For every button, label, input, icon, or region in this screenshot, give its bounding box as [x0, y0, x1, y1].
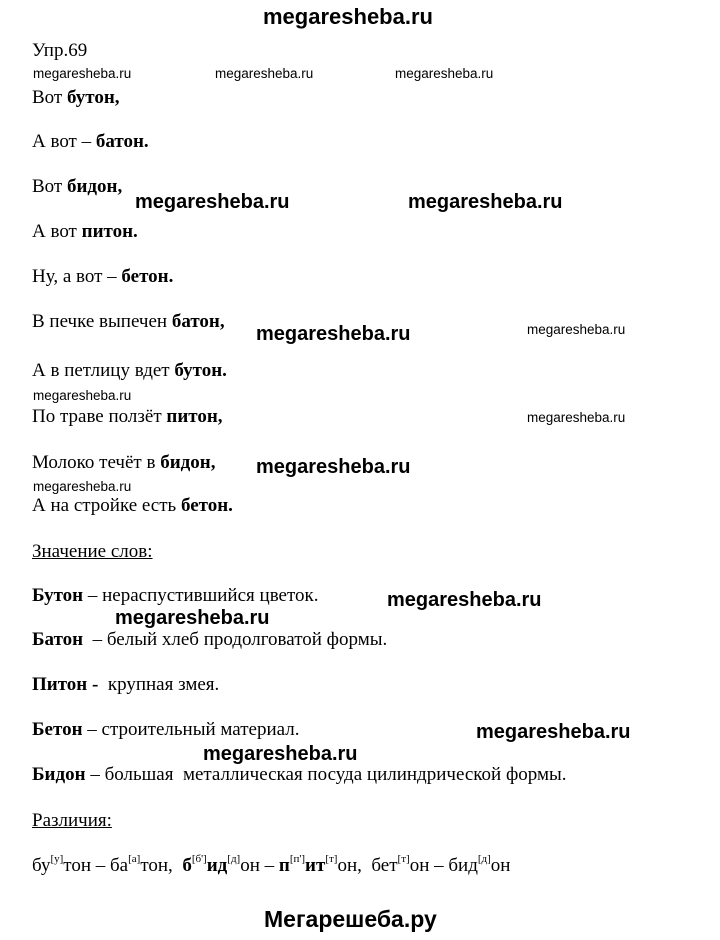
site-header: megaresheba.ru	[263, 4, 433, 29]
poem-keyword: бетон.	[180, 495, 233, 516]
diff-text: бет	[371, 855, 398, 876]
poem-line	[32, 266, 173, 288]
diff-text: он –	[240, 855, 279, 876]
poem-line	[32, 311, 225, 333]
diff-sound: [а]	[128, 853, 141, 865]
poem-keyword: питон.	[81, 221, 138, 242]
watermark-large: megaresheba.ru	[135, 191, 290, 213]
diff-letter: б	[182, 855, 192, 876]
poem-line	[32, 495, 233, 517]
poem-text: Вот	[32, 87, 67, 108]
meaning-word: Батон	[32, 629, 84, 650]
poem-text: По траве ползёт	[32, 406, 167, 427]
poem-line	[32, 87, 120, 109]
diff-sound: [т]	[397, 853, 410, 865]
diff-sound: [б']	[191, 853, 207, 865]
diff-text: бу	[32, 855, 51, 876]
meaning-definition: крупная змея.	[107, 674, 220, 695]
meaning-word: Питон -	[32, 674, 99, 695]
watermark-small: megaresheba.ru	[395, 66, 494, 81]
diff-sound: [д]	[227, 853, 241, 865]
diff-sound: [т]	[325, 853, 338, 865]
poem-line	[32, 452, 215, 474]
poem-keyword: бутон.	[174, 360, 227, 381]
watermark-large: megaresheba.ru	[387, 589, 542, 611]
site-footer: Мегарешеба.ру	[264, 906, 437, 932]
meaning-separator: –	[83, 585, 103, 606]
poem-keyword: бутон,	[66, 87, 120, 108]
meaning-word: Бидон	[32, 764, 86, 785]
poem-keyword: батон.	[95, 131, 149, 152]
diff-text: тон – ба	[63, 855, 129, 876]
watermark-large: megaresheba.ru	[256, 323, 411, 345]
watermark-large: megaresheba.ru	[203, 743, 358, 765]
poem-line	[32, 131, 149, 153]
diff-text: он	[490, 855, 511, 876]
diff-sound: [у]	[50, 853, 64, 865]
meanings-heading: Значение слов:	[32, 541, 153, 562]
poem-keyword: бетон.	[121, 266, 174, 287]
poem-line	[32, 221, 138, 243]
meaning-definition: нераспустившийся цветок.	[102, 585, 319, 606]
meaning-row	[32, 764, 567, 786]
poem-text: Ну, а вот –	[32, 266, 122, 287]
meaning-definition: большая металлическая посуда цилиндрической формы.	[104, 764, 567, 785]
differences-line	[32, 855, 510, 877]
meaning-row	[32, 629, 387, 651]
poem-text: А вот –	[32, 131, 96, 152]
watermark-small: megaresheba.ru	[215, 66, 314, 81]
meaning-word: Бутон	[32, 585, 84, 606]
meaning-separator	[98, 674, 108, 695]
watermark-large: megaresheba.ru	[408, 191, 563, 213]
poem-text: Вот	[32, 176, 67, 197]
watermark-large: megaresheba.ru	[115, 607, 270, 629]
poem-line	[32, 176, 122, 198]
poem-text: А вот	[32, 221, 82, 242]
diff-sound: [д]	[477, 853, 491, 865]
differences-heading: Различия:	[32, 810, 112, 831]
diff-sound: [п']	[289, 853, 306, 865]
exercise-title: Упр.69	[32, 40, 88, 61]
watermark-large: megaresheba.ru	[256, 456, 411, 478]
diff-letter: ид	[206, 855, 228, 876]
meaning-definition: строительный материал.	[101, 719, 300, 740]
diff-text: тон,	[140, 855, 183, 876]
meaning-row	[32, 585, 319, 607]
poem-keyword: батон,	[171, 311, 225, 332]
poem-text: А в петлицу вдет	[32, 360, 175, 381]
watermark-small: megaresheba.ru	[527, 410, 626, 425]
poem-keyword: питон,	[166, 406, 223, 427]
diff-letter: п	[278, 855, 290, 876]
watermark-small: megaresheba.ru	[527, 322, 626, 337]
watermark-small: megaresheba.ru	[33, 479, 132, 494]
poem-text: Молоко течёт в	[32, 452, 161, 473]
meaning-separator: –	[82, 719, 102, 740]
poem-keyword: бидон,	[66, 176, 123, 197]
meaning-separator: –	[85, 764, 105, 785]
poem-text: В печке выпечен	[32, 311, 172, 332]
watermark-small: megaresheba.ru	[33, 66, 132, 81]
meaning-row	[32, 719, 299, 741]
poem-line	[32, 406, 223, 428]
meaning-row	[32, 674, 219, 696]
watermark-large: megaresheba.ru	[476, 721, 631, 743]
meaning-word: Бетон	[32, 719, 83, 740]
diff-text: он – бид	[409, 855, 478, 876]
poem-text: А на стройке есть	[32, 495, 181, 516]
poem-line	[32, 360, 227, 382]
meaning-definition: белый хлеб продолговатой формы.	[106, 629, 388, 650]
diff-text: он,	[337, 855, 372, 876]
diff-letter: ит	[305, 855, 326, 876]
meaning-separator: –	[83, 629, 107, 650]
poem-keyword: бидон,	[160, 452, 216, 473]
watermark-small: megaresheba.ru	[33, 388, 132, 403]
